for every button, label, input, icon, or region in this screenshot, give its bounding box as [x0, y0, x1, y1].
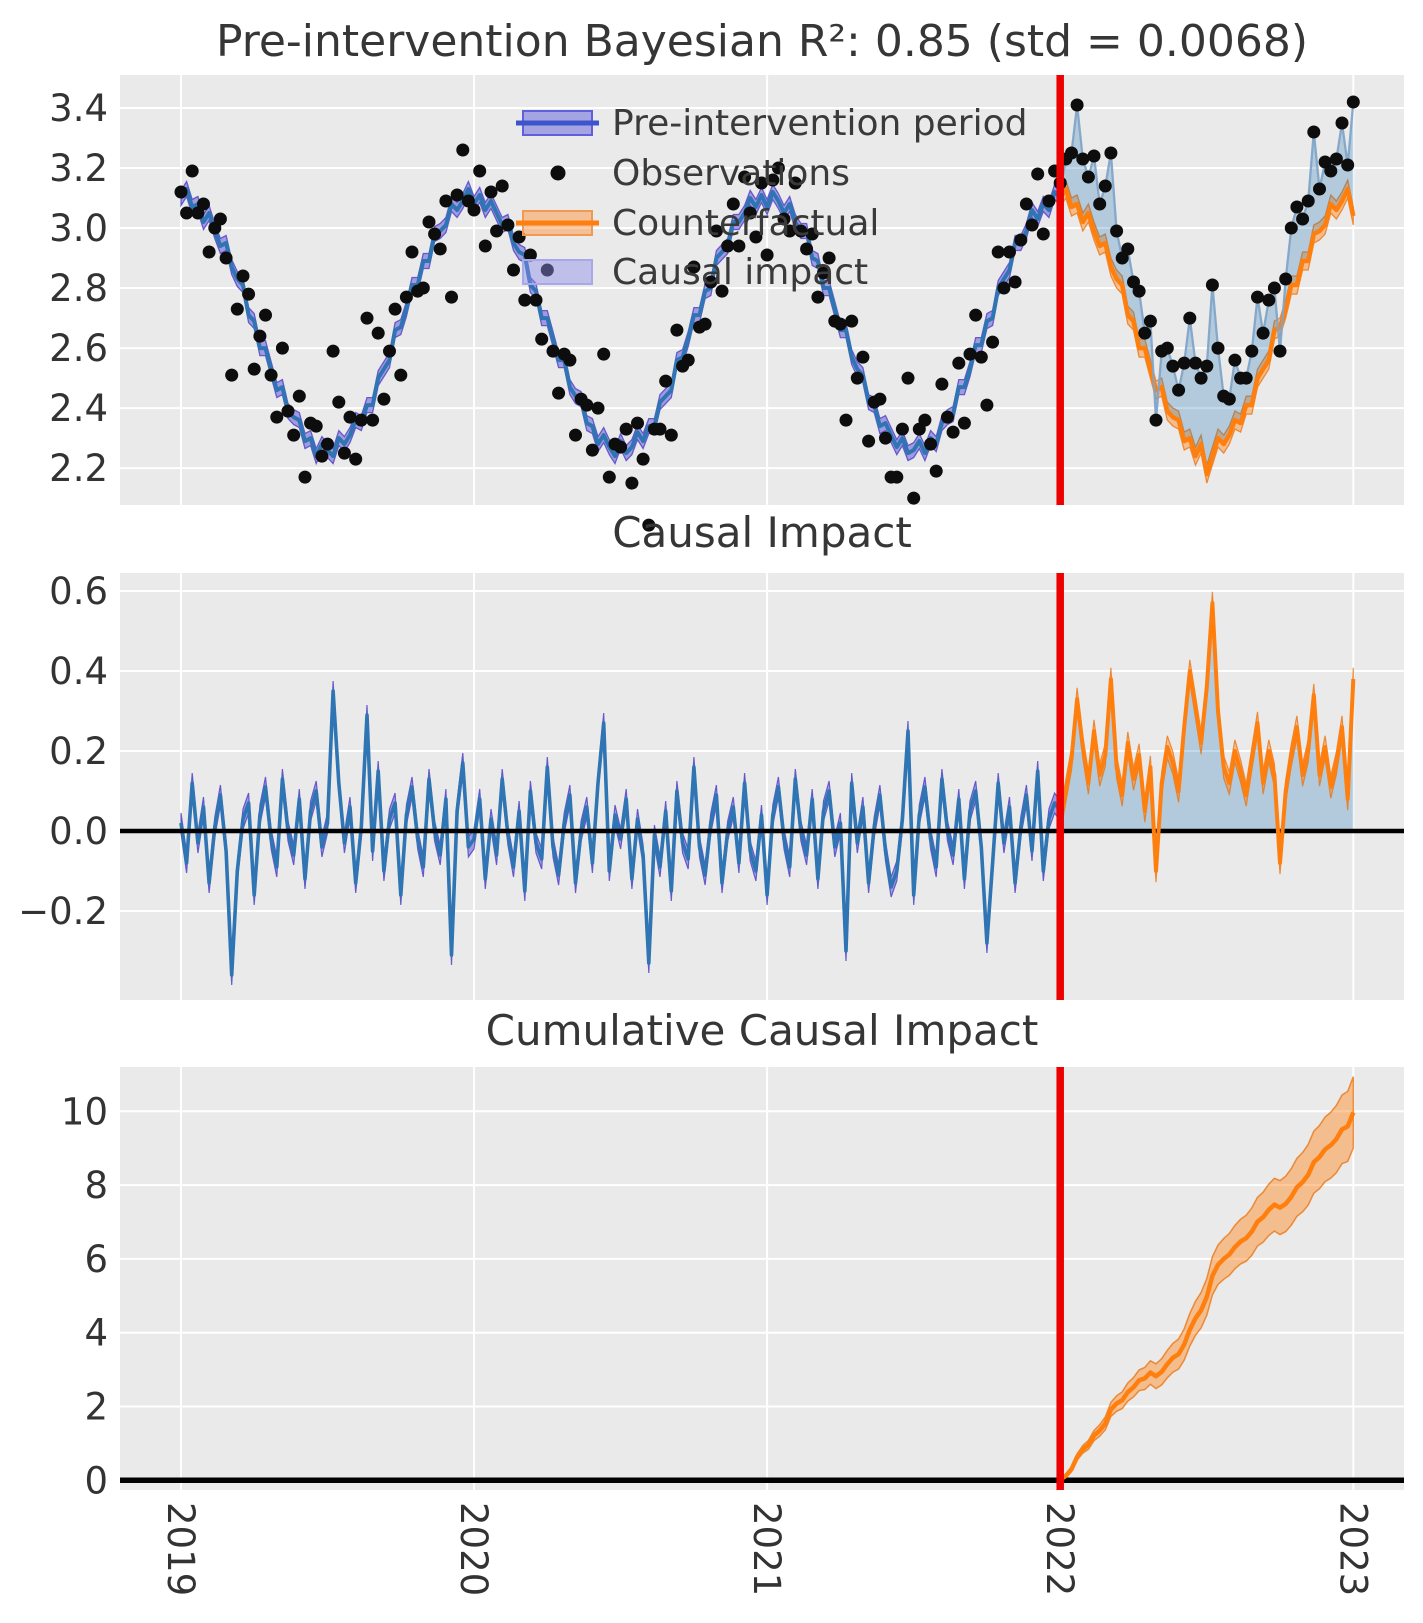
- svg-text:3.2: 3.2: [49, 147, 108, 190]
- svg-text:0.2: 0.2: [49, 730, 108, 773]
- svg-text:−0.2: −0.2: [18, 890, 108, 933]
- plot2-title: Causal Impact: [612, 508, 912, 557]
- svg-text:4: 4: [84, 1311, 108, 1355]
- svg-text:0.0: 0.0: [49, 810, 108, 853]
- plot3-ytick-labels: [61, 1090, 108, 1502]
- svg-text:3.4: 3.4: [49, 87, 108, 130]
- svg-text:0: 0: [84, 1459, 108, 1503]
- svg-text:2.6: 2.6: [49, 327, 108, 371]
- legend-label-3: Causal impact: [612, 252, 869, 293]
- plot2-ytick-labels: [18, 570, 108, 933]
- chart-layers: [18, 75, 1404, 1596]
- svg-text:2019: 2019: [159, 1502, 202, 1597]
- svg-text:2.2: 2.2: [49, 447, 108, 491]
- svg-text:8: 8: [84, 1164, 108, 1208]
- svg-text:0.6: 0.6: [49, 570, 108, 613]
- svg-text:2021: 2021: [745, 1502, 789, 1597]
- legend-swatch-3: [523, 260, 592, 284]
- svg-text:3.0: 3.0: [49, 207, 108, 250]
- plot3-title: Cumulative Causal Impact: [485, 1006, 1039, 1055]
- svg-text:2.4: 2.4: [49, 387, 108, 431]
- legend-label-2: Counterfactual: [612, 203, 880, 244]
- svg-text:2022: 2022: [1038, 1502, 1082, 1597]
- legend-label-0: Pre-intervention period: [612, 103, 1028, 144]
- svg-text:2.8: 2.8: [49, 267, 108, 310]
- svg-text:2020: 2020: [452, 1502, 495, 1597]
- plot1-ytick-labels: [49, 87, 108, 490]
- legend-dot-icon: [551, 166, 566, 181]
- svg-text:10: 10: [60, 1090, 108, 1134]
- xtick-labels: [159, 1502, 1374, 1596]
- plot1-title: Pre-intervention Bayesian R²: 0.85 (std = 0.0068): [215, 16, 1309, 67]
- svg-text:2023: 2023: [1331, 1502, 1375, 1597]
- svg-text:0.4: 0.4: [49, 650, 108, 693]
- legend-label-1: Observations: [612, 153, 850, 194]
- svg-text:6: 6: [84, 1237, 108, 1281]
- svg-text:2: 2: [84, 1385, 108, 1429]
